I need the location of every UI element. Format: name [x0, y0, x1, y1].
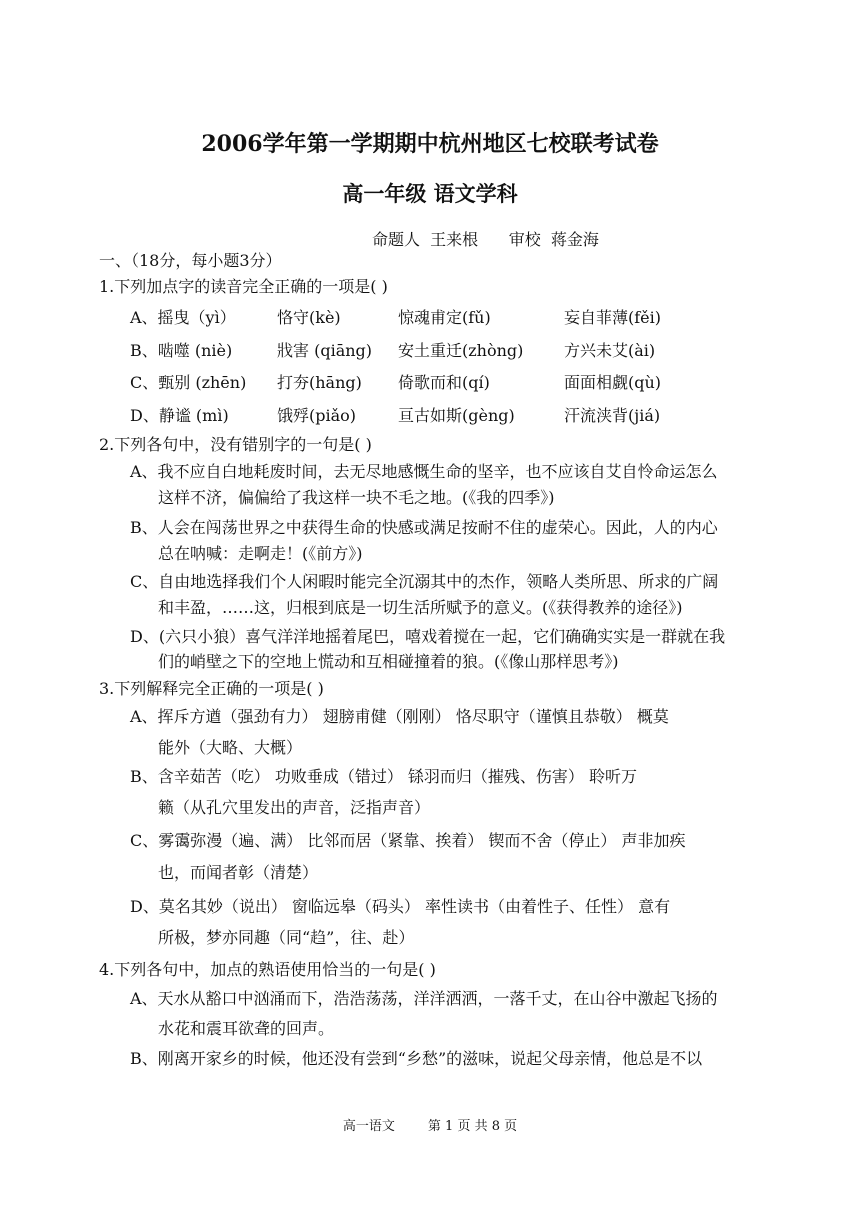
q4-option-b-line1: B、刚离开家乡的时候，他还没有尝到“乡愁”的滋味，说起父母亲情，他总是不以	[130, 1049, 703, 1068]
exam-authors: 命题人 王来根 审校 蒋金海	[372, 230, 599, 249]
q1-option-b-2: 戕害 (qiāng)	[277, 341, 373, 360]
q1-option-d-2: 饿殍(piǎo)	[277, 406, 357, 425]
q1-option-d-4: 汗流浃背(jiá)	[564, 406, 661, 425]
q2-option-d-line1: D、(六只小狼）喜气洋洋地摇着尾巴，嘻戏着搅在一起，它们确确实实是一群就在我	[130, 627, 726, 646]
q1-option-c-4: 面面相觑(qù)	[564, 373, 662, 392]
q2-option-d-line2: 们的峭壁之下的空地上慌动和互相碰撞着的狼。(《像山那样思考》)	[158, 652, 619, 671]
q1-option-a-3: 惊魂甫定(fǔ)	[398, 308, 491, 327]
q3-option-c-line1: C、雾霭弥漫（遍、满） 比邻而居（紧靠、挨着） 锲而不舍（停止） 声非加疾	[130, 831, 686, 850]
question-2-stem: 2.下列各句中，没有错别字的一句是( )	[99, 435, 372, 454]
question-4-stem: 4.下列各句中，加点的熟语使用恰当的一句是( )	[99, 960, 436, 979]
section-heading: 一、（18分，每小题3分）	[99, 251, 282, 270]
q1-option-c-2: 打夯(hāng)	[277, 373, 362, 392]
q1-option-b-4: 方兴未艾(ài)	[564, 341, 656, 360]
q1-option-a-2: 恪守(kè)	[277, 308, 341, 327]
q1-option-a-4: 妄自菲薄(fěi)	[564, 308, 661, 327]
q1-option-b-1: B、啮噬 (niè)	[130, 341, 233, 360]
q4-option-a-line1: A、天水从豁口中汹涌而下，浩浩荡荡，洋洋洒洒，一落千丈，在山谷中激起飞扬的	[130, 989, 718, 1008]
q1-option-c-3: 倚歌而和(qí)	[398, 373, 490, 392]
q1-option-c-1: C、甄别 (zhēn)	[130, 373, 247, 392]
q3-option-d-line1: D、莫名其妙（说出） 窗临远皋（码头） 率性读书（由着性子、任性） 意有	[130, 897, 671, 916]
q3-option-c-line2: 也，而闻者彰（清楚）	[158, 863, 319, 882]
q1-option-a-1: A、摇曳（yì）	[130, 308, 236, 327]
q2-option-c-line2: 和丰盈，……这，归根到底是一切生活所赋予的意义。(《获得教养的途径》)	[158, 598, 683, 617]
q1-option-b-3: 安土重迁(zhòng)	[398, 341, 524, 360]
q3-option-a-line2: 能外（大略、大概）	[158, 738, 303, 757]
q4-option-a-line2: 水花和震耳欲聋的回声。	[158, 1019, 335, 1038]
q2-option-b-line1: B、人会在闯荡世界之中获得生命的快感或满足按耐不住的虚荣心。因此，人的内心	[130, 518, 718, 537]
q2-option-b-line2: 总在呐喊：走啊走！(《前方》)	[158, 544, 363, 563]
q3-option-d-line2: 所极，梦亦同趣（同“趋”，往、赴）	[158, 928, 415, 947]
exam-title: 2006学年第一学期期中杭州地区七校联考试卷	[201, 131, 659, 157]
q3-option-b-line1: B、含辛茹苦（吃） 功败垂成（错过） 铩羽而归（摧残、伤害） 聆听万	[130, 767, 638, 786]
q2-option-c-line1: C、自由地选择我们个人闲暇时能完全沉溺其中的杰作，领略人类所思、所求的广阔	[130, 572, 719, 591]
q1-option-d-1: D、静谧 (mì)	[130, 406, 229, 425]
q3-option-b-line2: 籁（从孔穴里发出的声音，泛指声音）	[158, 798, 431, 817]
question-3-stem: 3.下列解释完全正确的一项是( )	[99, 679, 324, 698]
q3-option-a-line1: A、挥斥方遒（强劲有力） 翅膀甫健（刚刚） 恪尽职守（谨慎且恭敬） 概莫	[130, 707, 669, 726]
q2-option-a-line2: 这样不济，偏偏给了我这样一块不毛之地。(《我的四季》)	[158, 488, 555, 507]
q2-option-a-line1: A、我不应自白地耗废时间，去无尽地感慨生命的坚辛，也不应该自艾自怜命运怎么	[130, 462, 718, 481]
page-footer: 高一语文 第 1 页 共 8 页	[342, 1119, 518, 1134]
exam-subtitle: 高一年级 语文学科	[342, 181, 518, 206]
q1-option-d-3: 亘古如斯(gèng)	[398, 406, 515, 425]
question-1-stem: 1.下列加点字的读音完全正确的一项是( )	[99, 277, 388, 296]
